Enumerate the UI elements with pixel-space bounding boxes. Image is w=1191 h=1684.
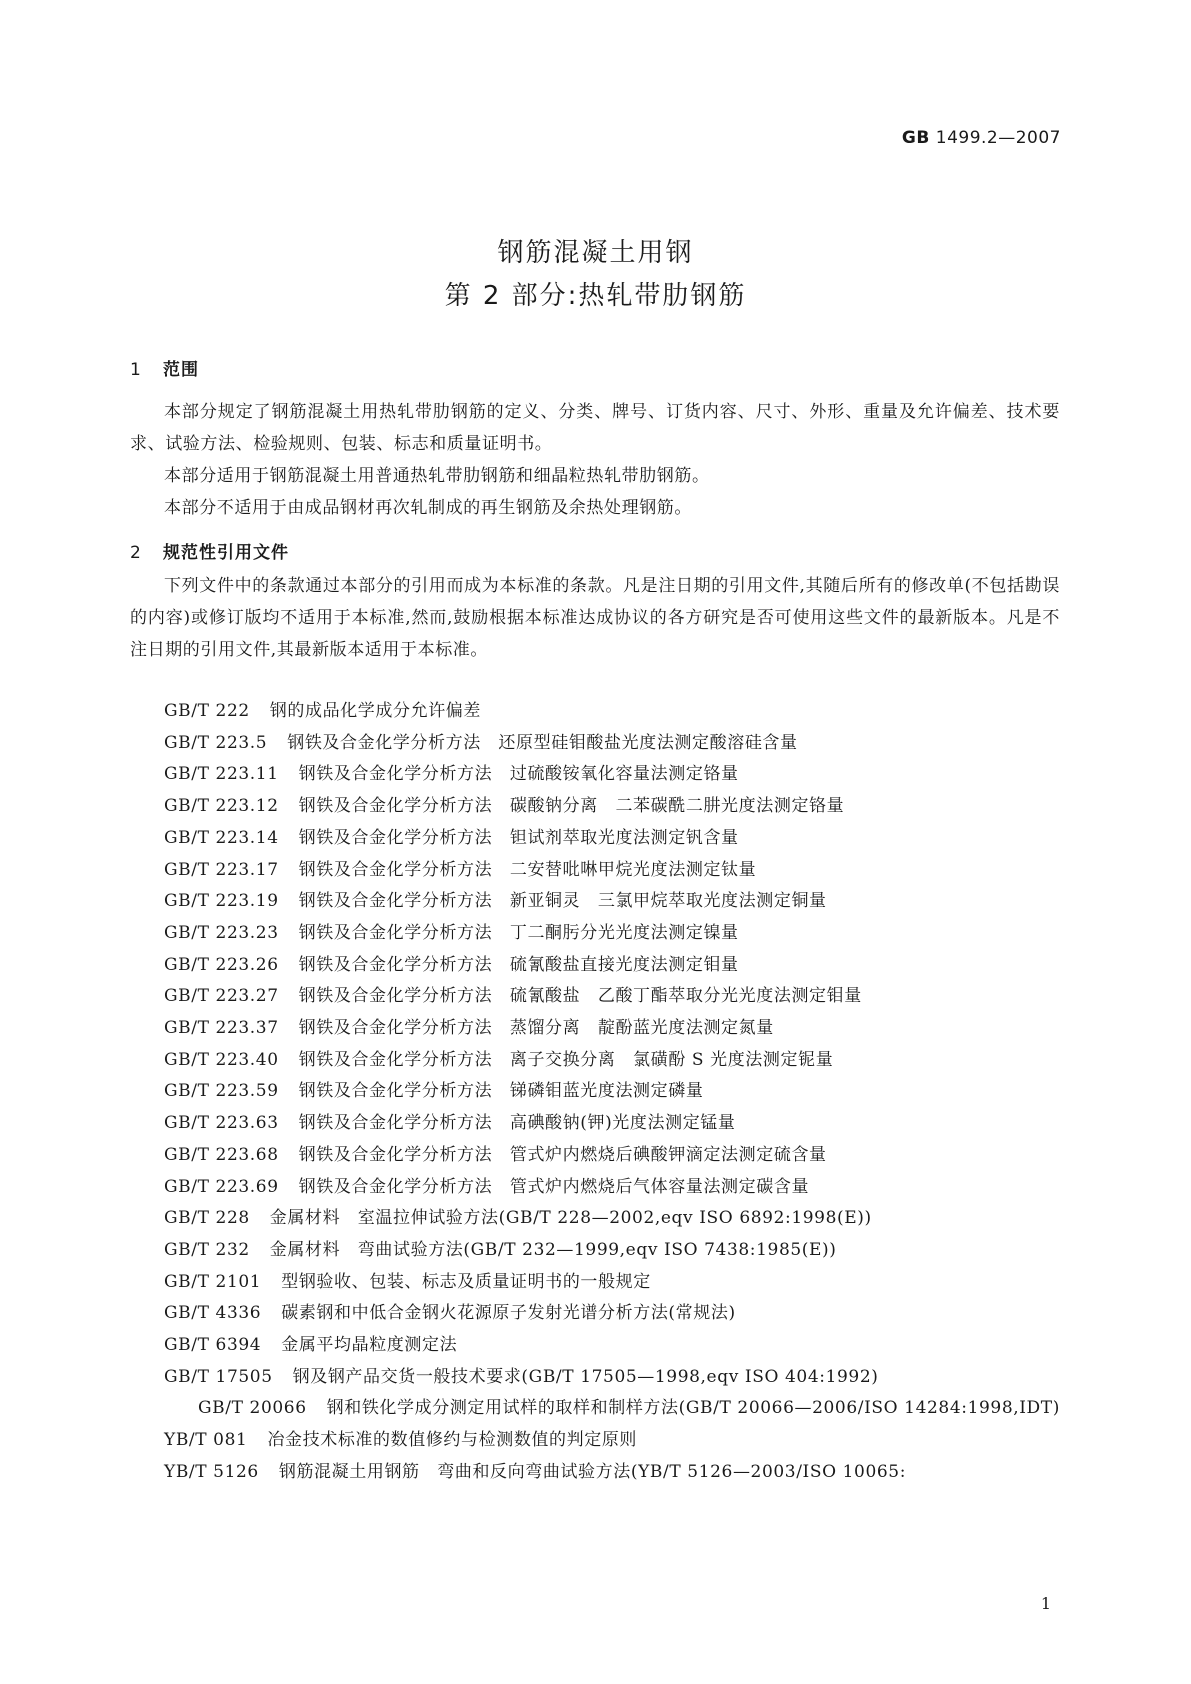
- reference-title: 钢铁及合金化学分析方法 离子交换分离 氯磺酚 S 光度法测定铌量: [298, 1049, 834, 1070]
- reference-item: [130, 1235, 1060, 1267]
- reference-item: [130, 1203, 1060, 1235]
- section-2-title: 规范性引用文件: [163, 543, 289, 563]
- section-1-heading: [130, 355, 199, 380]
- standard-code-prefix: GB: [901, 128, 930, 148]
- reference-code: GB/T 223.17: [164, 859, 279, 880]
- document-title: 钢筋混凝土用钢: [497, 238, 694, 268]
- section-1-title: 范围: [163, 360, 199, 380]
- reference-title: 钢铁及合金化学分析方法 高碘酸钠(钾)光度法测定锰量: [298, 1113, 736, 1134]
- reference-title: 钢铁及合金化学分析方法 钽试剂萃取光度法测定钒含量: [298, 827, 739, 848]
- reference-title: 钢铁及合金化学分析方法 过硫酸铵氧化容量法测定铬量: [298, 764, 739, 785]
- section-2-heading: [130, 538, 289, 563]
- reference-title: 型钢验收、包装、标志及质量证明书的一般规定: [281, 1271, 651, 1292]
- reference-code: GB/T 222: [164, 701, 250, 721]
- reference-code: GB/T 223.19: [164, 891, 279, 912]
- section-2-intro: 下列文件中的条款通过本部分的引用而成为本标准的条款。凡是注日期的引用文件,其随后所有的修改单(不包括勘误的内容)或修订版均不适用于本标准,然而,鼓励根据本标准达成协议的各方研究是否可使用这些文件的最新版本。凡是不注日期的引用文件,其最新版本适用于本标准。: [130, 576, 1060, 660]
- reference-item: [130, 1140, 1060, 1172]
- standard-code-number: 1499.2—2007: [935, 128, 1061, 148]
- reference-item: [130, 759, 1060, 791]
- reference-code: GB/T 223.11: [164, 764, 279, 785]
- reference-title: 钢铁及合金化学分析方法 硫氰酸盐直接光度法测定钼量: [298, 954, 739, 975]
- reference-title: 钢筋混凝土用钢筋 弯曲和反向弯曲试验方法(YB/T 5126—2003/ISO 10065:: [278, 1461, 907, 1482]
- reference-code: GB/T 223.23: [164, 922, 279, 943]
- section-1-paragraph: 本部分规定了钢筋混凝土用热轧带肋钢筋的定义、分类、牌号、订货内容、尺寸、外形、重量及允许偏差、技术要求、试验方法、检验规则、包装、标志和质量证明书。: [130, 402, 1060, 454]
- reference-item: [130, 1076, 1060, 1108]
- section-1-paragraph: 本部分适用于钢筋混凝土用普通热轧带肋钢筋和细晶粒热轧带肋钢筋。: [164, 466, 710, 486]
- reference-title: 钢铁及合金化学分析方法 丁二酮肟分光光度法测定镍量: [298, 922, 739, 943]
- reference-code: YB/T 081: [164, 1430, 248, 1451]
- reference-code: GB/T 223.12: [164, 796, 279, 817]
- reference-item: [130, 1330, 1060, 1362]
- reference-code: GB/T 223.69: [164, 1176, 279, 1197]
- reference-code: GB/T 223.40: [164, 1049, 279, 1070]
- reference-code: GB/T 223.14: [164, 827, 279, 848]
- reference-title: 钢铁及合金化学分析方法 蒸馏分离 靛酚蓝光度法测定氮量: [298, 1018, 774, 1039]
- reference-code: GB/T 223.59: [164, 1081, 279, 1102]
- reference-code: GB/T 232: [164, 1239, 250, 1260]
- reference-item: [130, 1172, 1060, 1204]
- reference-title: 冶金技术标准的数值修约与检测数值的判定原则: [267, 1430, 638, 1451]
- standard-code: [902, 128, 1061, 148]
- reference-item: [130, 918, 1060, 950]
- reference-title: 钢和铁化学成分测定用试样的取样和制样方法(GB/T 20066—2006/ISO 14284:1998,IDT): [326, 1398, 1060, 1419]
- reference-code: GB/T 6394: [164, 1335, 262, 1356]
- reference-code: GB/T 223.37: [164, 1018, 279, 1039]
- reference-item: [130, 791, 1060, 823]
- reference-code: YB/T 5126: [164, 1461, 259, 1482]
- reference-title: 钢的成品化学成分允许偏差: [269, 701, 481, 721]
- reference-code: GB/T 17505: [164, 1366, 273, 1387]
- reference-item: [130, 728, 1060, 760]
- reference-item: [130, 1108, 1060, 1140]
- reference-item: [130, 1393, 1060, 1425]
- reference-item: [130, 1013, 1060, 1045]
- page-number: 1: [1040, 1594, 1051, 1613]
- reference-list: [130, 696, 1060, 1489]
- reference-item: [130, 823, 1060, 855]
- reference-code: GB/T 4336: [164, 1303, 262, 1324]
- reference-title: 钢铁及合金化学分析方法 硫氰酸盐 乙酸丁酯萃取分光光度法测定钼量: [298, 986, 862, 1007]
- reference-title: 碳素钢和中低合金钢火花源原子发射光谱分析方法(常规法): [281, 1303, 736, 1324]
- reference-code: GB/T 223.5: [164, 732, 268, 753]
- reference-title: 钢铁及合金化学分析方法 锑磷钼蓝光度法测定磷量: [298, 1081, 704, 1102]
- reference-title: 金属材料 室温拉伸试验方法(GB/T 228—2002,eqv ISO 6892:1998(E)): [269, 1208, 872, 1229]
- reference-title: 金属平均晶粒度测定法: [281, 1335, 458, 1356]
- reference-item: [130, 886, 1060, 918]
- reference-item: [130, 1045, 1060, 1077]
- reference-code: GB/T 223.27: [164, 986, 279, 1007]
- section-2-number: 2: [130, 543, 142, 563]
- reference-title: 钢铁及合金化学分析方法 管式炉内燃烧后气体容量法测定碳含量: [298, 1176, 810, 1197]
- reference-code: GB/T 228: [164, 1208, 250, 1229]
- document-subtitle: 第 2 部分:热轧带肋钢筋: [444, 281, 747, 311]
- reference-title: 钢及钢产品交货一般技术要求(GB/T 17505—1998,eqv ISO 404:1992): [292, 1366, 879, 1387]
- reference-code: GB/T 223.26: [164, 954, 279, 975]
- reference-item: [130, 1425, 1060, 1457]
- reference-code: GB/T 223.68: [164, 1144, 279, 1165]
- reference-item: [130, 696, 1060, 728]
- reference-item: [130, 981, 1060, 1013]
- section-1-number: 1: [130, 360, 142, 380]
- reference-item: [130, 950, 1060, 982]
- reference-item: [130, 1267, 1060, 1299]
- reference-code: GB/T 2101: [164, 1271, 262, 1292]
- reference-item: [130, 1362, 1060, 1394]
- reference-title: 钢铁及合金化学分析方法 管式炉内燃烧后碘酸钾滴定法测定硫含量: [298, 1144, 827, 1165]
- reference-code: GB/T 20066: [198, 1398, 307, 1419]
- reference-title: 钢铁及合金化学分析方法 二安替吡啉甲烷光度法测定钛量: [298, 859, 757, 880]
- reference-title: 金属材料 弯曲试验方法(GB/T 232—1999,eqv ISO 7438:1985(E)): [269, 1239, 837, 1260]
- reference-item: [130, 1298, 1060, 1330]
- reference-item: [130, 855, 1060, 887]
- section-1-paragraph: 本部分不适用于由成品钢材再次轧制成的再生钢筋及余热处理钢筋。: [164, 498, 692, 518]
- reference-item: [130, 1457, 1060, 1489]
- reference-title: 钢铁及合金化学分析方法 新亚铜灵 三氯甲烷萃取光度法测定铜量: [298, 891, 827, 912]
- reference-title: 钢铁及合金化学分析方法 碳酸钠分离 二苯碳酰二肼光度法测定铬量: [298, 796, 845, 817]
- reference-code: GB/T 223.63: [164, 1113, 279, 1134]
- reference-title: 钢铁及合金化学分析方法 还原型硅钼酸盐光度法测定酸溶硅含量: [287, 732, 798, 753]
